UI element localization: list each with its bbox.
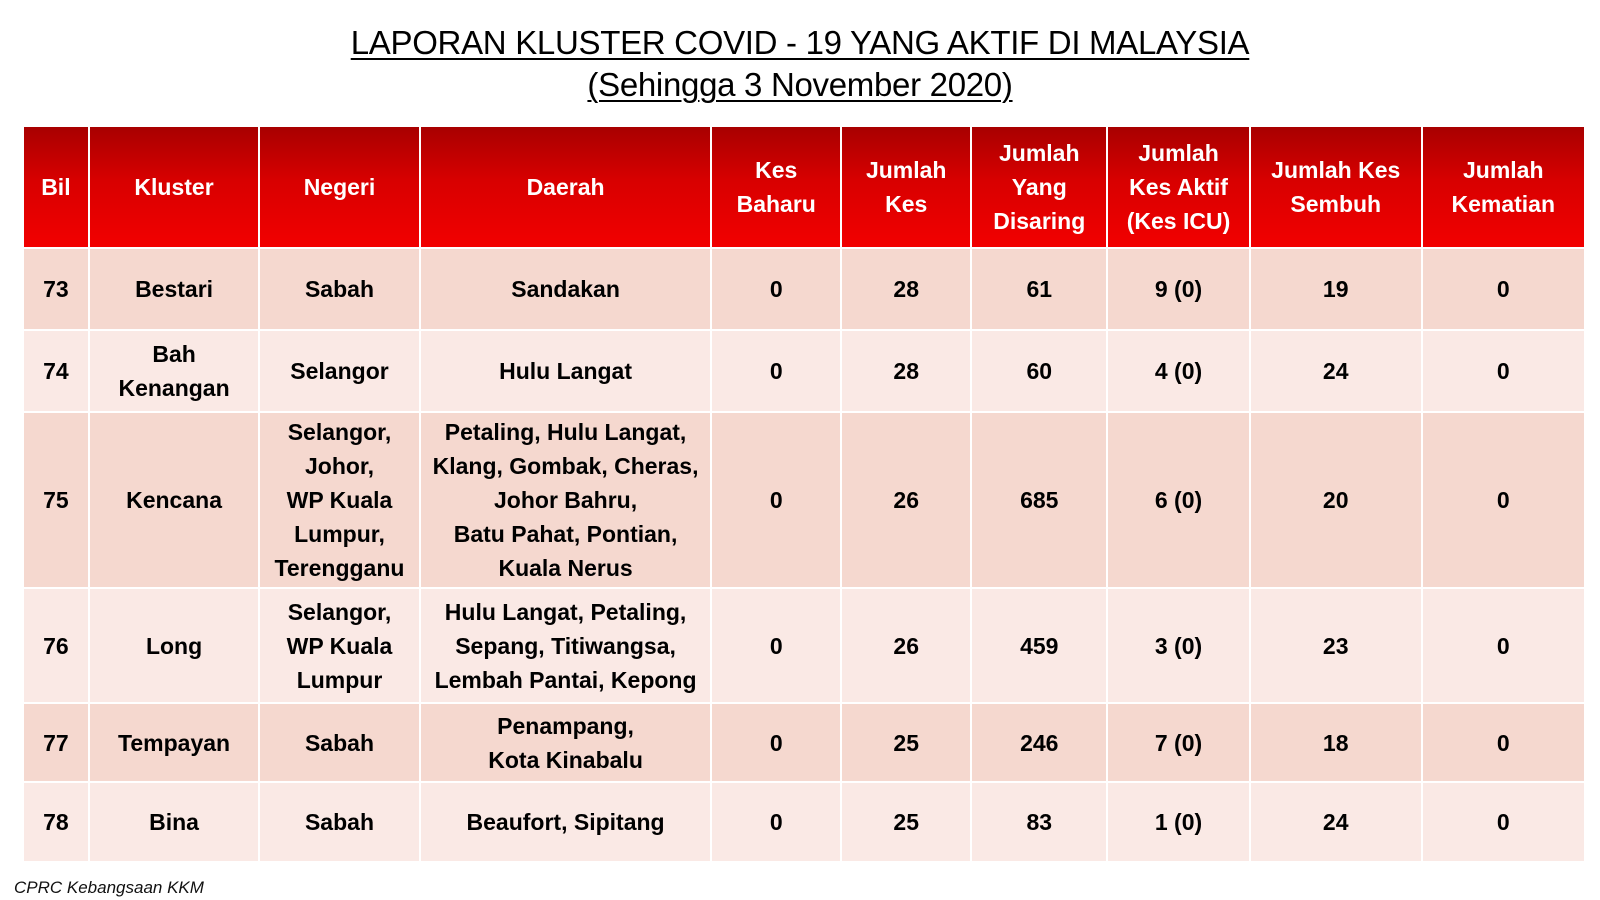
table-row: [23, 782, 1585, 862]
cell-negeri: Sabah: [259, 703, 419, 782]
cell-bil: 77: [23, 703, 89, 782]
table-row: [23, 330, 1585, 412]
cell-jumlah-kes-sembuh: 18: [1250, 703, 1422, 782]
cell-jumlah-disaring: 246: [971, 703, 1107, 782]
cell-kes-baharu: 0: [711, 248, 840, 330]
cell-kes-baharu: 0: [711, 330, 840, 412]
cell-jumlah-kes-aktif: 1 (0): [1107, 782, 1250, 862]
cell-jumlah-kes: 28: [841, 330, 972, 412]
cell-bil: 76: [23, 588, 89, 703]
cell-jumlah-disaring: 685: [971, 412, 1107, 588]
source-note: CPRC Kebangsaan KKM: [14, 878, 204, 897]
cell-jumlah-kematian: 0: [1422, 330, 1585, 412]
cell-jumlah-kematian: 0: [1422, 412, 1585, 588]
cell-jumlah-kematian: 0: [1422, 703, 1585, 782]
header-jumlah-kematian: Jumlah Kematian: [1422, 126, 1585, 248]
cell-negeri: Sabah: [259, 782, 419, 862]
report-title-line-1: LAPORAN KLUSTER COVID - 19 YANG AKTIF DI MALAYSIA: [350, 24, 1250, 61]
cell-kes-baharu: 0: [711, 412, 840, 588]
cell-daerah: Hulu Langat: [420, 330, 712, 412]
cell-jumlah-kes-sembuh: 24: [1250, 330, 1422, 412]
header-jumlah-kes-sembuh: Jumlah Kes Sembuh: [1250, 126, 1422, 248]
cell-bil: 73: [23, 248, 89, 330]
header-jumlah-disaring: Jumlah Yang Disaring: [971, 126, 1107, 248]
cell-daerah: Hulu Langat, Petaling, Sepang, Titiwangsa, Lembah Pantai, Kepong: [420, 588, 712, 703]
table-body: [23, 248, 1585, 862]
cell-jumlah-kes-aktif: 4 (0): [1107, 330, 1250, 412]
cell-negeri: Selangor: [259, 330, 419, 412]
cell-kluster: Bina: [89, 782, 260, 862]
cell-jumlah-kes: 26: [841, 588, 972, 703]
cell-jumlah-kes: 25: [841, 703, 972, 782]
cell-kluster: Bah Kenangan: [89, 330, 260, 412]
cell-bil: 78: [23, 782, 89, 862]
cell-jumlah-kematian: 0: [1422, 782, 1585, 862]
cell-jumlah-kematian: 0: [1422, 248, 1585, 330]
cell-kluster: Long: [89, 588, 260, 703]
cell-negeri: Selangor, Johor, WP Kuala Lumpur, Terengganu: [259, 412, 419, 588]
cell-negeri: Sabah: [259, 248, 419, 330]
cell-jumlah-kes: 28: [841, 248, 972, 330]
cell-daerah: Penampang, Kota Kinabalu: [420, 703, 712, 782]
cell-kes-baharu: 0: [711, 703, 840, 782]
cell-kluster: Tempayan: [89, 703, 260, 782]
report-title: [0, 22, 1600, 106]
header-kluster: Kluster: [89, 126, 260, 248]
cell-bil: 75: [23, 412, 89, 588]
cell-kes-baharu: 0: [711, 588, 840, 703]
cell-jumlah-disaring: 459: [971, 588, 1107, 703]
header-negeri: Negeri: [259, 126, 419, 248]
cell-daerah: Beaufort, Sipitang: [420, 782, 712, 862]
cell-jumlah-kes-sembuh: 23: [1250, 588, 1422, 703]
table-row: [23, 412, 1585, 588]
cell-kes-baharu: 0: [711, 782, 840, 862]
cell-jumlah-kes-aktif: 3 (0): [1107, 588, 1250, 703]
header-daerah: Daerah: [420, 126, 712, 248]
cell-jumlah-kes-sembuh: 24: [1250, 782, 1422, 862]
cell-negeri: Selangor, WP Kuala Lumpur: [259, 588, 419, 703]
cell-jumlah-disaring: 60: [971, 330, 1107, 412]
table-row: [23, 248, 1585, 330]
cluster-table: [22, 125, 1586, 863]
header-row: [23, 126, 1585, 248]
cell-jumlah-kes-sembuh: 20: [1250, 412, 1422, 588]
cell-jumlah-disaring: 61: [971, 248, 1107, 330]
cell-jumlah-kes: 26: [841, 412, 972, 588]
cell-jumlah-kes: 25: [841, 782, 972, 862]
report-title-line-2: (Sehingga 3 November 2020): [587, 66, 1013, 103]
cell-jumlah-kes-aktif: 7 (0): [1107, 703, 1250, 782]
cell-daerah: Petaling, Hulu Langat, Klang, Gombak, Cheras, Johor Bahru, Batu Pahat, Pontian, Kuala Nerus: [420, 412, 712, 588]
cell-jumlah-disaring: 83: [971, 782, 1107, 862]
cell-jumlah-kes-sembuh: 19: [1250, 248, 1422, 330]
cell-jumlah-kes-aktif: 9 (0): [1107, 248, 1250, 330]
cell-kluster: Kencana: [89, 412, 260, 588]
table-row: [23, 588, 1585, 703]
cell-kluster: Bestari: [89, 248, 260, 330]
cell-daerah: Sandakan: [420, 248, 712, 330]
header-jumlah-kes-aktif: Jumlah Kes Aktif (Kes ICU): [1107, 126, 1250, 248]
header-kes-baharu: Kes Baharu: [711, 126, 840, 248]
cell-jumlah-kes-aktif: 6 (0): [1107, 412, 1250, 588]
cell-bil: 74: [23, 330, 89, 412]
table-row: [23, 703, 1585, 782]
header-bil: Bil: [23, 126, 89, 248]
table-header: [23, 126, 1585, 248]
cell-jumlah-kematian: 0: [1422, 588, 1585, 703]
header-jumlah-kes: Jumlah Kes: [841, 126, 972, 248]
